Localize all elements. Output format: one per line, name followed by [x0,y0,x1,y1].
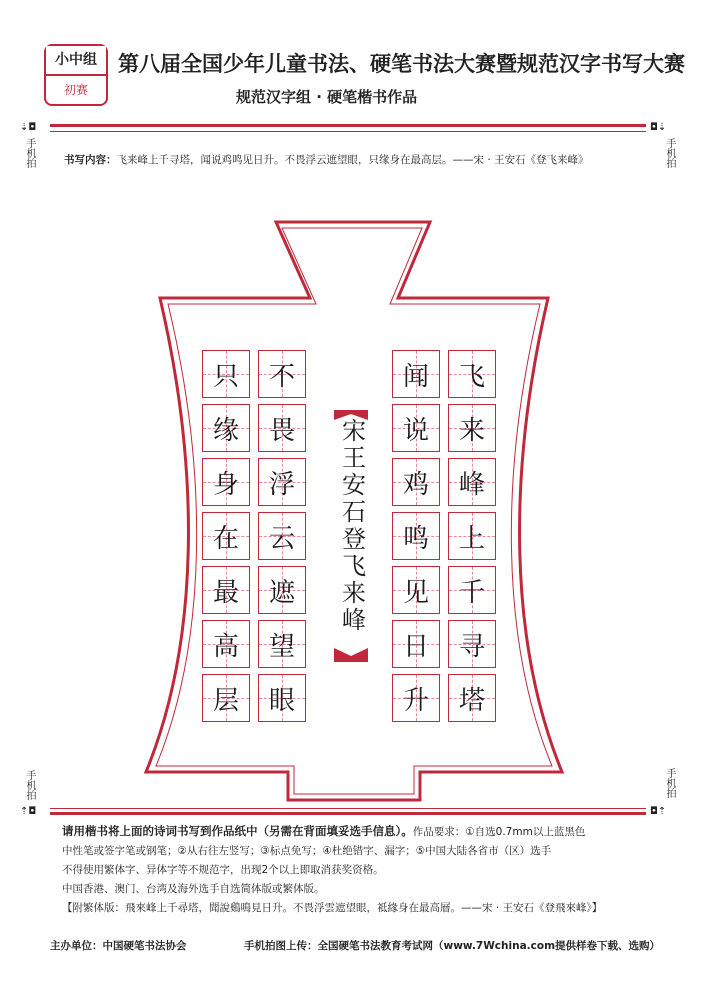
footer-organizer: 主办单位：中国硬笔书法协会 [50,940,187,952]
phone-marker-text: 手机拍 [664,768,675,798]
poem-cell [448,404,496,452]
poem-cell [258,512,306,560]
poem-cell [202,404,250,452]
stage-label: 初赛 [63,83,88,97]
poem-cell [258,566,306,614]
poem-cell [202,350,250,398]
attribution-character: 石 [342,498,366,526]
instructions-line1: 作品要求：①自选0.7mm以上蓝黑色 [412,826,586,838]
poem-character: 塔 [458,685,485,716]
poem-character: 高 [212,631,239,662]
poem-character: 只 [212,361,239,392]
instructions-line2: 中性笔或签字笔或钢笔；②从右往左竖写；③标点免写；④杜绝错字、漏字；⑤中国大陆各省市（区）选手 [62,845,552,857]
poem-character: 最 [212,577,239,608]
poem-character: 上 [458,523,485,554]
poem-cell [448,620,496,668]
page-title: 第八届全国少年儿童书法、硬笔书法大赛暨规范汉字书写大赛 [118,51,685,76]
poem-cell [392,674,440,722]
poem-character: 云 [268,523,295,554]
content-label: 书写内容： [64,154,117,166]
poem-cell [448,350,496,398]
poem-character: 在 [212,523,239,554]
attribution-character: 峰 [342,606,366,634]
poem-cell [258,404,306,452]
poem-cell [448,674,496,722]
poem-character: 鸡 [402,469,429,500]
content-text: 飞来峰上千寻塔，闻说鸡鸣见日升。不畏浮云遮望眼，只缘身在最高层。——宋 · 王安石《登飞来峰》 [116,154,589,166]
poem-character: 飞 [458,361,485,392]
poem-character: 浮 [268,469,295,500]
poem-cell [258,458,306,506]
camera-icon: ⇡◘ [20,806,37,817]
poem-cell [392,566,440,614]
bottom-rule-thin [50,808,646,809]
poem-character: 千 [458,577,485,608]
phone-marker-text: 手机拍 [24,138,35,168]
camera-icon: ◘⇣ [650,122,667,133]
poem-character: 层 [212,685,239,716]
poem-cell [448,566,496,614]
attribution-character: 安 [342,471,366,499]
instructions [62,822,662,918]
camera-icon: ⇣◘ [20,122,37,133]
instructions-line4: 中国香港、澳门、台湾及海外选手自选简体版或繁体版。 [62,883,325,895]
poem-cell [202,512,250,560]
poem-cell [448,458,496,506]
poem-character: 说 [402,415,429,446]
poem-character: 寻 [458,631,485,662]
bottom-rule [50,812,646,815]
poem-character: 峰 [458,469,485,500]
poem-character: 不 [268,361,295,392]
attribution-character: 王 [342,444,366,472]
phone-marker-bottom-left [22,770,36,804]
poem-cell [258,674,306,722]
attribution-character: 来 [342,579,366,607]
poem-character: 望 [268,631,295,662]
poem-character: 来 [458,415,485,446]
poem-cell [448,512,496,560]
poem-cell [392,458,440,506]
attribution [336,418,372,634]
poem-character: 日 [402,631,429,662]
poem-cell [392,512,440,560]
phone-marker-bottom-right [662,768,676,802]
poem-cell [202,674,250,722]
attribution-character: 飞 [342,552,366,580]
phone-marker-text: 手机拍 [664,138,675,168]
page-subtitle: 规范汉字组 · 硬笔楷书作品 [236,88,418,106]
instructions-lead: 请用楷书将上面的诗词书写到作品纸中（另需在背面填妥选手信息）。 [62,824,413,838]
poem-character: 见 [402,577,429,608]
footer-upload: 手机拍图上传：全国硬笔书法教育考试网（www.7Wchina.com提供样卷下载、选购） [244,940,661,952]
poem-cell [258,350,306,398]
poem-character: 升 [402,685,429,716]
poem-cell [202,566,250,614]
poem-character: 缘 [212,415,239,446]
instructions-line3: 不得使用繁体字、异体字等不规范字，出现2个以上即取消获奖资格。 [62,864,384,876]
poem-character: 眼 [268,685,295,716]
poem-character: 遮 [268,577,295,608]
poem-character: 鸣 [402,523,429,554]
poem-character: 闻 [402,361,429,392]
poem-cell [392,620,440,668]
poem-character: 畏 [268,415,295,446]
instructions-line5: 【附繁体版：飛來峰上千尋塔，聞說鷄鳴見日升。不畏浮雲遮望眼，祗緣身在最高層。——宋 · 王安石《登飛來峰》】 [62,902,603,914]
group-label: 小中组 [46,46,106,76]
phone-marker-text: 手机拍 [24,770,35,800]
camera-icon: ◘⇡ [650,806,667,817]
poem-cell [202,620,250,668]
attribution-bottom-marker [334,648,368,662]
attribution-character: 登 [342,525,366,553]
poem-character: 身 [212,469,239,500]
poem-cell [392,404,440,452]
poem-cell [392,350,440,398]
poem-cell [202,458,250,506]
attribution-character: 宋 [342,417,366,445]
poem-cell [258,620,306,668]
